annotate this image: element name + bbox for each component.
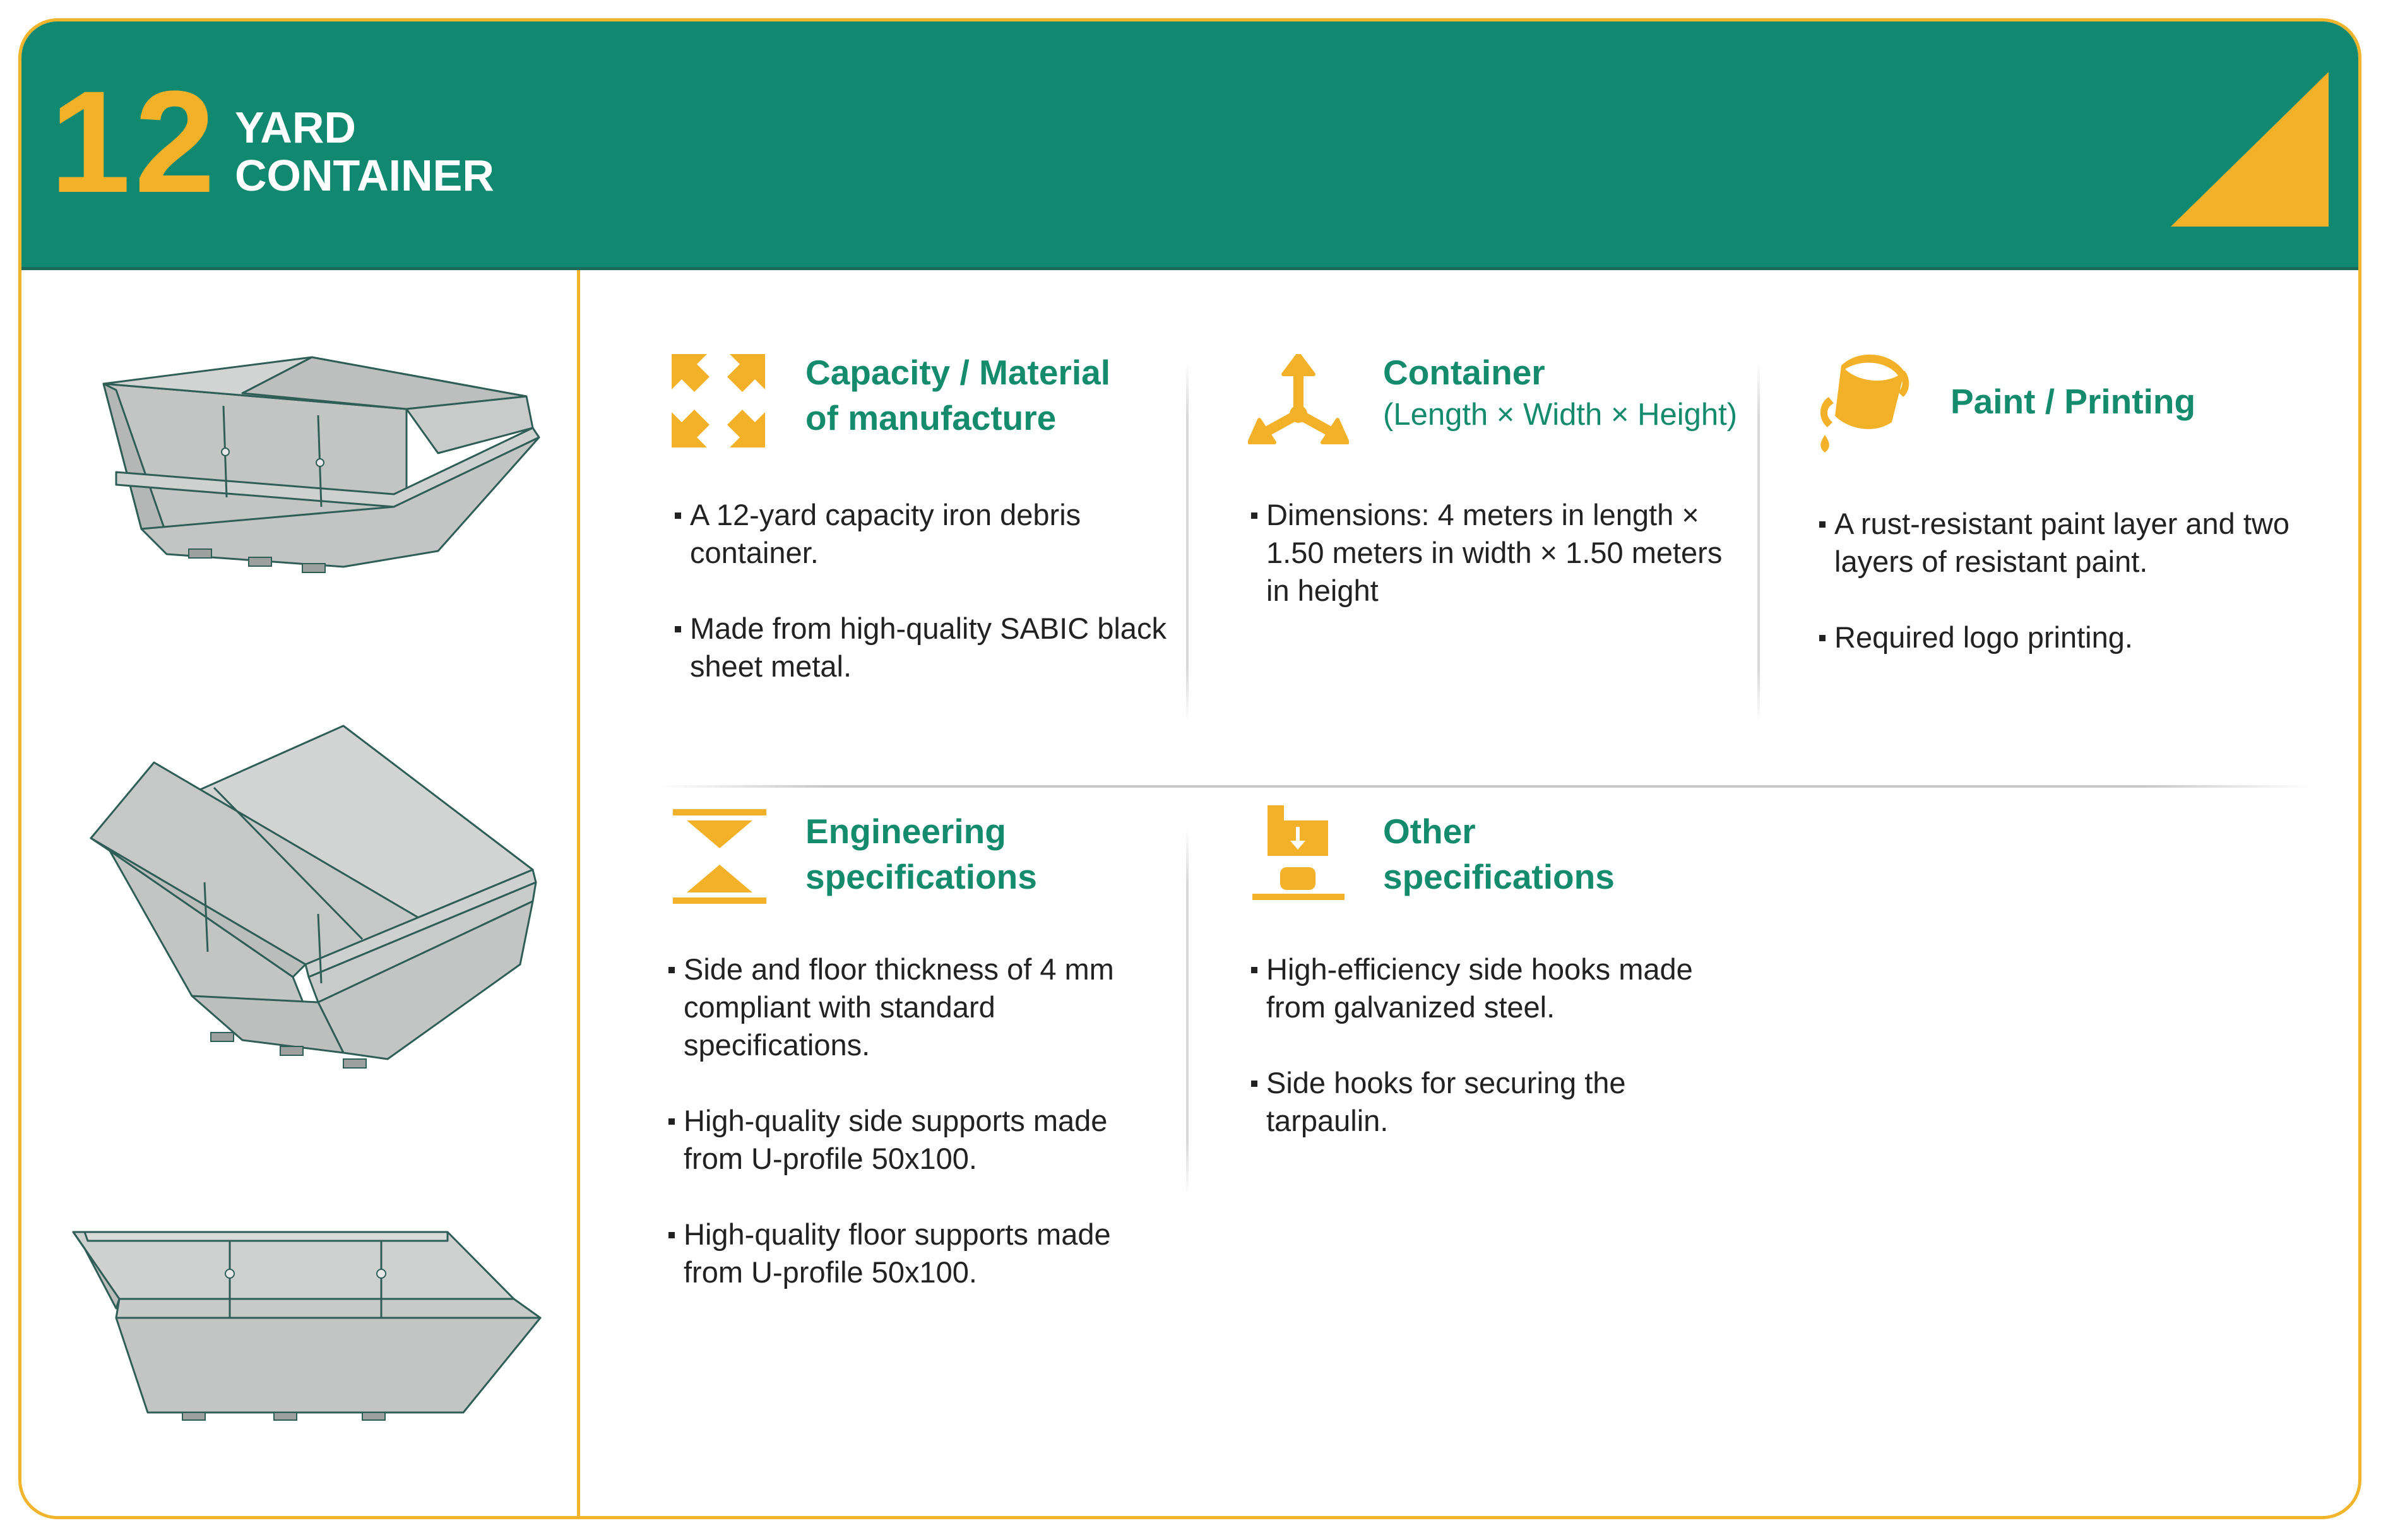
list-item: Made from high-quality SABIC black sheet metal.	[675, 610, 1218, 685]
list-item: Side hooks for securing the tarpaulin.	[1251, 1064, 1794, 1140]
corner-triangle-icon	[2171, 72, 2329, 230]
container-side-view	[72, 1229, 552, 1438]
capacity-bullets	[675, 496, 1218, 723]
press-icon	[1251, 805, 1346, 900]
container-subtitle: (Length × Width × Height)	[1383, 398, 1738, 432]
container-top-view	[78, 725, 545, 1078]
container-bullets	[1251, 496, 1794, 648]
container-perspective-view	[78, 346, 545, 617]
other-title-line2: specifications	[1383, 857, 1615, 896]
list-item: Dimensions: 4 meters in length × 1.50 meters in width × 1.50 meters in height	[1251, 496, 1794, 610]
engineering-bullets	[668, 951, 1211, 1329]
paint-bucket-icon	[1816, 353, 1911, 454]
column-divider	[1186, 362, 1189, 722]
compression-icon	[673, 809, 768, 904]
engineering-title	[805, 808, 1037, 899]
column-divider	[1186, 829, 1189, 1195]
header-bar	[21, 21, 2358, 270]
column-divider	[1757, 362, 1760, 722]
other-title-line1: Other	[1383, 812, 1476, 851]
list-item: Side and floor thickness of 4 mm compliant with standard specifications.	[668, 951, 1211, 1064]
paint-title: Paint / Printing	[1951, 382, 2196, 421]
product-title-line2: CONTAINER	[235, 151, 494, 200]
capacity-title-line2: of manufacture	[805, 398, 1057, 437]
capacity-title	[805, 350, 1110, 441]
other-bullets	[1251, 951, 1794, 1178]
row-divider	[659, 785, 2313, 788]
list-item: A rust-resistant paint layer and two layers of resistant paint.	[1819, 505, 2361, 581]
product-title	[235, 104, 494, 199]
engineering-title-line2: specifications	[805, 857, 1037, 896]
dimensions-arrows-icon	[1248, 354, 1349, 449]
capacity-title-line1: Capacity / Material	[805, 353, 1110, 392]
list-item: High-quality floor supports made from U-profile 50x100.	[668, 1216, 1211, 1291]
expand-arrows-icon	[672, 354, 765, 447]
product-title-line1: YARD	[235, 103, 356, 152]
engineering-title-line1: Engineering	[805, 812, 1006, 851]
list-item: Required logo printing.	[1819, 619, 2361, 656]
product-card	[18, 18, 2361, 1519]
illustration-panel	[21, 270, 577, 1519]
list-item: High-efficiency side hooks made from galvanized steel.	[1251, 951, 1794, 1026]
list-item: High-quality side supports made from U-profile 50x100.	[668, 1102, 1211, 1178]
other-title	[1383, 808, 1615, 899]
paint-bullets	[1819, 505, 2361, 694]
product-number: 12	[50, 61, 219, 223]
list-item: A 12-yard capacity iron debris container.	[675, 496, 1218, 572]
container-title: Container	[1383, 353, 1545, 392]
panel-divider	[577, 270, 580, 1519]
